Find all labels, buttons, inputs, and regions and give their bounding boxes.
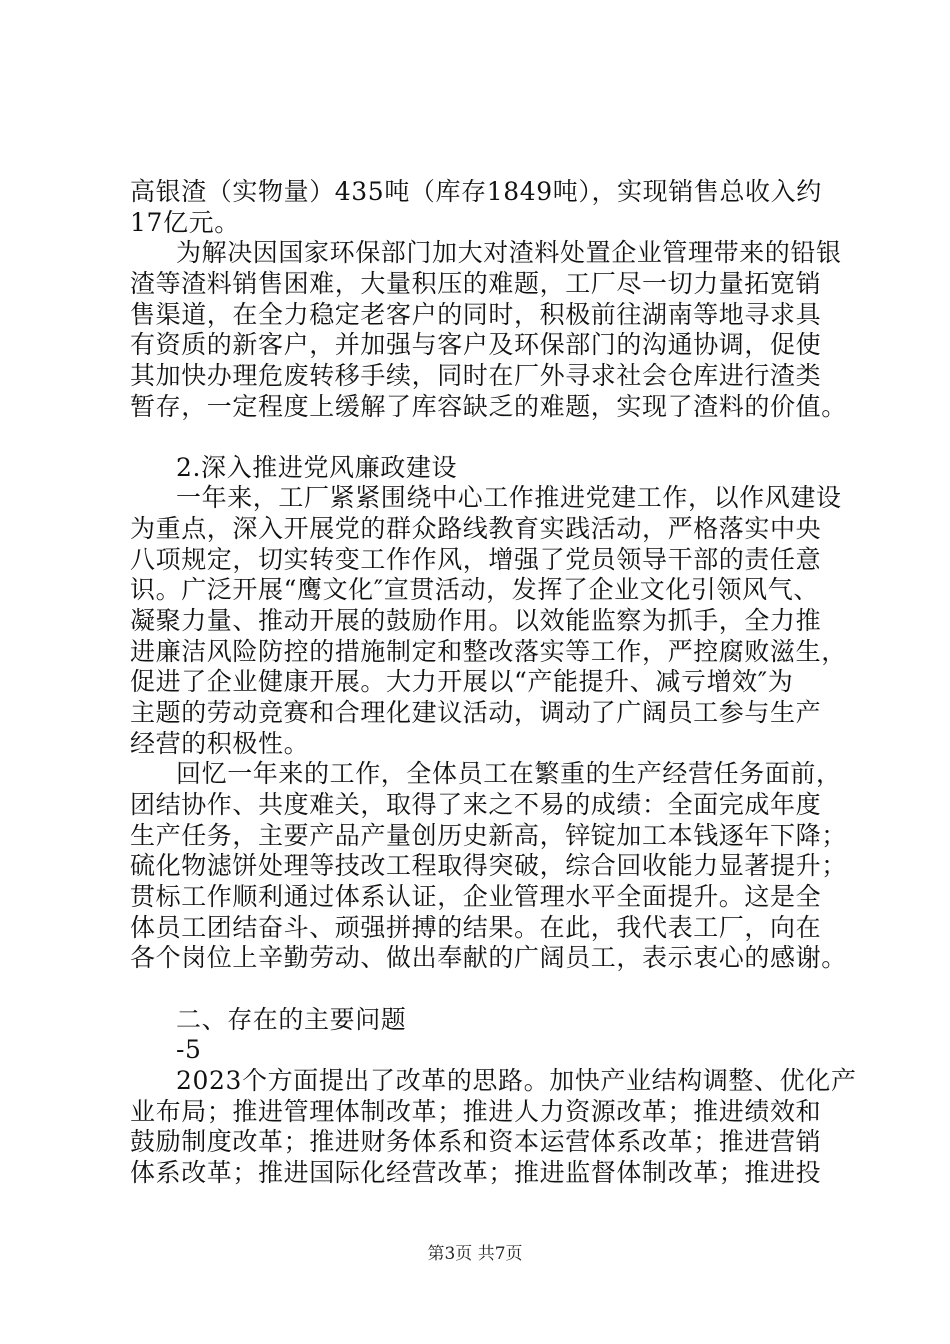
paragraph-line: 高银渣（实物量）435吨（库存1849吨），实现销售总收入约 [130, 177, 822, 206]
paragraph-line: 主题的劳动竞赛和合理化建议活动，调动了广阔员工参与生产 [130, 698, 822, 727]
paragraph-line: 一年来，工厂紧紧围绕中心工作推进党建工作，以作风建设 [176, 483, 842, 512]
paragraph-line: 各个岗位上辛勤劳动、做出奉献的广阔员工，表示衷心的感谢。 [130, 943, 847, 972]
paragraph-line: 业布局；推进管理体制改革；推进人力资源改革；推进绩效和 [130, 1097, 822, 1126]
paragraph-line: 经营的积极性。 [130, 729, 310, 758]
paragraph-line: 进廉洁风险防控的措施制定和整改落实等工作，严控腐败滋生， [130, 637, 847, 666]
paragraph-line: 生产任务，主要产品产量创历史新高，锌锭加工本钱逐年下降； [130, 821, 847, 850]
paragraph-line: 促进了企业健康开展。大力开展以“产能提升、减亏增效″为 [130, 667, 794, 696]
paragraph-line: 其加快办理危废转移手续，同时在厂外寻求社会仓库进行渣类 [130, 361, 822, 390]
paragraph-line: 为重点，深入开展党的群众路线教育实践活动，严格落实中央 [130, 514, 822, 543]
paragraph-line: 售渠道，在全力稳定老客户的同时，积极前往湖南等地寻求具 [130, 300, 822, 329]
page-fragment-marker: -5 [176, 1035, 202, 1064]
paragraph-line: 2023个方面提出了改革的思路。加快产业结构调整、优化产 [176, 1066, 857, 1095]
paragraph-line: 17亿元。 [130, 208, 240, 237]
paragraph-line: 暂存，一定程度上缓解了库容缺乏的难题，实现了渣料的价值。 [130, 392, 847, 421]
section-heading: 2.深入推进党风廉政建设 [176, 453, 458, 482]
paragraph-line: 八项规定，切实转变工作作风，增强了党员领导干部的责任意 [130, 545, 822, 574]
paragraph-line: 凝聚力量、推动开展的鼓励作用。以效能监察为抓手，全力推 [130, 606, 822, 635]
paragraph-line: 有资质的新客户，并加强与客户及环保部门的沟通协调，促使 [130, 330, 822, 359]
paragraph-line: 团结协作、共度难关，取得了来之不易的成绩：全面完成年度 [130, 790, 822, 819]
paragraph-line: 为解决因国家环保部门加大对渣料处置企业管理带来的铅银 [176, 238, 842, 267]
paragraph-line: 体系改革；推进国际化经营改革；推进监督体制改革；推进投 [130, 1158, 822, 1187]
paragraph-line: 回忆一年来的工作，全体员工在繁重的生产经营任务面前， [176, 759, 842, 788]
paragraph-line: 硫化物滤饼处理等技改工程取得突破，综合回收能力显著提升； [130, 851, 847, 880]
paragraph-line: 体员工团结奋斗、顽强拼搏的结果。在此，我代表工厂，向在 [130, 913, 822, 942]
paragraph-line: 贯标工作顺利通过体系认证，企业管理水平全面提升。这是全 [130, 882, 822, 911]
section-heading: 二、存在的主要问题 [176, 1005, 407, 1034]
paragraph-line: 渣等渣料销售困难，大量积压的难题，工厂尽一切力量拓宽销 [130, 269, 822, 298]
page-number-footer: 第3页 共7页 [427, 1244, 523, 1264]
paragraph-line: 识。广泛开展“鹰文化″宣贯活动，发挥了企业文化引领风气、 [130, 575, 819, 604]
paragraph-line: 鼓励制度改革；推进财务体系和资本运营体系改革；推进营销 [130, 1127, 822, 1156]
